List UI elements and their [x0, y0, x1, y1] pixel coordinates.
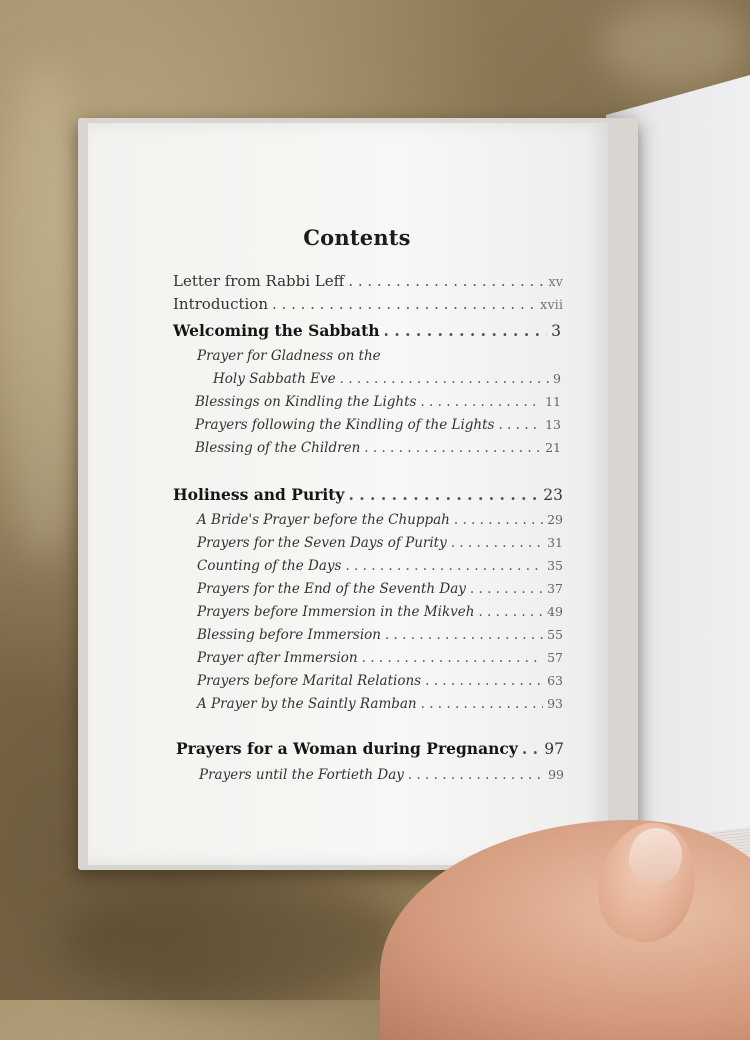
- dot-leader: [421, 696, 543, 712]
- toc-entry-label-line1: Prayer for Gladness on the: [197, 348, 381, 364]
- dot-leader: [498, 417, 541, 433]
- toc-page-number: 37: [547, 581, 563, 596]
- toc-entry-label: Prayers until the Fortieth Day: [199, 767, 404, 783]
- toc-page-number: 3: [551, 322, 561, 340]
- toc-section-welcoming-sabbath[interactable]: [173, 321, 561, 340]
- cloth-fold: [600, 0, 750, 90]
- toc-entry-label: Introduction: [173, 295, 268, 313]
- toc-entry-children[interactable]: [195, 440, 561, 456]
- toc-entry-blessing-immersion[interactable]: [197, 627, 563, 643]
- toc-entry-label: Letter from Rabbi Leff: [173, 272, 345, 290]
- toc-entry-letter[interactable]: [173, 272, 563, 290]
- dot-leader: [385, 627, 543, 643]
- dot-leader: [451, 535, 543, 551]
- toc-page-number: 49: [547, 604, 563, 619]
- toc-section-title: Holiness and Purity: [173, 485, 345, 504]
- toc-entry-label: Prayers before Marital Relations: [197, 673, 422, 689]
- toc-page-number: 13: [545, 417, 561, 432]
- toc-entry-label: Blessing of the Children: [195, 440, 361, 456]
- toc-page-number: 31: [547, 535, 563, 550]
- toc-entry-label: A Bride's Prayer before the Chuppah: [197, 512, 450, 528]
- toc-page-number: 93: [547, 696, 563, 711]
- toc-entry-counting[interactable]: [197, 558, 563, 574]
- toc-entry-label: Prayers for the End of the Seventh Day: [197, 581, 466, 597]
- toc-page-number: xvii: [540, 298, 563, 313]
- dot-leader: [408, 767, 544, 783]
- cloth-fold: [60, 880, 410, 1000]
- dot-leader: [425, 673, 543, 689]
- toc-entry-label: Blessings on Kindling the Lights: [195, 394, 417, 410]
- toc-entry-seven-days[interactable]: [197, 535, 563, 551]
- toc-entry-mikveh[interactable]: [197, 604, 563, 620]
- dot-leader: [420, 394, 541, 410]
- toc-page-number: 11: [545, 394, 561, 409]
- toc-page-number: 23: [543, 486, 563, 504]
- toc-page-number: 99: [548, 767, 564, 782]
- contents-heading: Contents: [303, 225, 411, 250]
- toc-section-holiness-purity[interactable]: [173, 485, 563, 504]
- toc-entry-gladness[interactable]: [213, 371, 561, 387]
- dot-leader: [478, 604, 543, 620]
- dot-leader: [348, 272, 544, 290]
- toc-entry-label: Prayer after Immersion: [197, 650, 358, 666]
- dot-leader: [470, 581, 543, 597]
- dot-leader: [340, 371, 549, 387]
- toc-page-number: xv: [548, 275, 563, 290]
- toc-entry-ramban[interactable]: [197, 696, 563, 712]
- toc-entry-label: Holy Sabbath Eve: [213, 371, 336, 387]
- dot-leader: [522, 739, 540, 758]
- toc-page-number: 29: [547, 512, 563, 527]
- toc-page-number: 97: [544, 740, 564, 758]
- toc-page-number: 9: [553, 371, 561, 386]
- toc-entry-label: Prayers before Immersion in the Mikveh: [197, 604, 475, 620]
- toc-entry-fortieth-day[interactable]: [199, 767, 564, 783]
- toc-entry-after-immersion[interactable]: [197, 650, 563, 666]
- dot-leader: [364, 440, 541, 456]
- toc-entry-label: Counting of the Days: [197, 558, 342, 574]
- toc-page-number: 21: [545, 440, 561, 455]
- toc-entry-introduction[interactable]: [173, 295, 563, 313]
- dot-leader: [454, 512, 543, 528]
- toc-entry-label: Prayers for the Seven Days of Purity: [197, 535, 447, 551]
- dot-leader: [345, 558, 543, 574]
- toc-section-title: Welcoming the Sabbath: [173, 321, 380, 340]
- toc-entry-kindling[interactable]: [195, 394, 561, 410]
- dot-leader: [348, 485, 539, 504]
- toc-page-number: 55: [547, 627, 563, 642]
- toc-entry-following-kindling[interactable]: [195, 417, 561, 433]
- toc-page-number: 63: [547, 673, 563, 688]
- toc-page-number: 35: [547, 558, 563, 573]
- toc-entry-label: Prayers following the Kindling of the Lights: [195, 417, 495, 433]
- toc-page-number: 57: [547, 650, 563, 665]
- toc-entry-seventh-day[interactable]: [197, 581, 563, 597]
- dot-leader: [362, 650, 543, 666]
- toc-entry-bride[interactable]: [197, 512, 563, 528]
- toc-section-pregnancy[interactable]: [176, 739, 564, 758]
- toc-entry-marital[interactable]: [197, 673, 563, 689]
- dot-leader: [384, 321, 548, 340]
- toc-section-title: Prayers for a Woman during Pregnancy: [176, 739, 518, 758]
- dot-leader: [272, 295, 536, 313]
- toc-entry-label: A Prayer by the Saintly Ramban: [197, 696, 417, 712]
- cloth-fold: [0, 60, 90, 560]
- toc-entry-label: Blessing before Immersion: [197, 627, 381, 643]
